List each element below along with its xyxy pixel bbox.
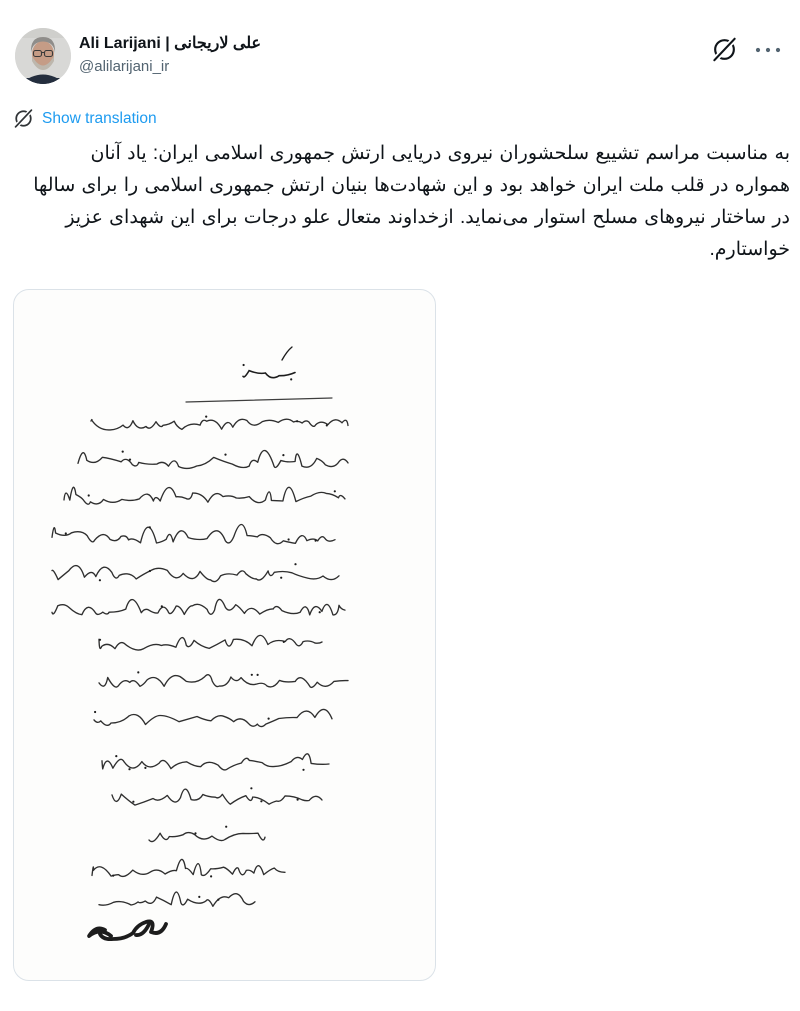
grok-translate-icon <box>13 108 34 129</box>
avatar[interactable] <box>15 28 71 84</box>
user-names <box>79 28 711 77</box>
translation-row <box>13 108 800 129</box>
tweet-image-card[interactable] <box>13 289 436 981</box>
tweet-text: به مناسبت مراسم تشییع سلحشوران نیروی دریایی ارتش جمهوری اسلامی ایران: یاد آنان همواره در قلب ملت ایران خواهد بود و این شهادت‌ها بنیان ارتش جمهوری اسلامی را برای سالها در ساختار نیروهای مسلح استوار می‌نماید. ازخداوند متعال علو درجات برای این شهدای عزیز خواستارم. <box>33 143 790 260</box>
handwritten-note-image <box>14 290 435 980</box>
user-handle[interactable]: @alilarijani_ir <box>79 58 170 75</box>
tweet-header <box>0 0 800 84</box>
grok-icon[interactable] <box>711 36 738 63</box>
header-actions <box>711 28 782 63</box>
more-icon[interactable] <box>754 44 782 56</box>
show-translation-link[interactable]: Show translation <box>42 109 157 127</box>
display-name[interactable]: Ali Larijani | علی لاریجانی <box>79 35 262 52</box>
avatar-portrait <box>15 28 71 84</box>
